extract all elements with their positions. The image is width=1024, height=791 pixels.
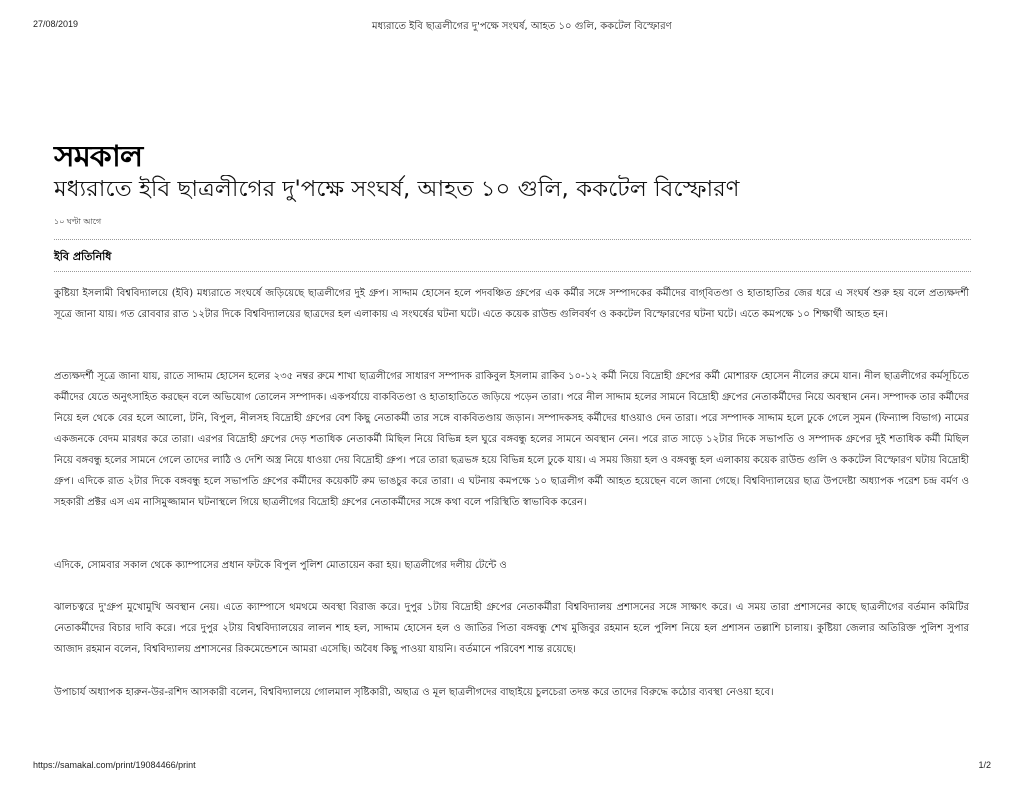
article-paragraph: কুষ্টিয়া ইসলামী বিশ্ববিদ্যালয়ে (ইবি) মধ্যরাতে সংঘর্ষে জড়িয়েছে ছাত্রলীগের দুই গ্রুপ। সাদ্দাম হোসেন হলে পদবঞ্চিত গ্রুপের এক কর্মীর সঙ্গে সম্পাদকের কর্মীদের বাগ্‌বিতণ্ডা ও হাতাহাতির জের ধরে এ সংঘর্ষ শুরু হয় বলে প্রত্যক্ষদর্শী সূত্রে জানা যায়। গত রোববার রাত ১২টার দিকে বিশ্ববিদ্যালয়ের ছাত্রদের হল এলাকায় এ সংঘর্ষের ঘটনা ঘটে। এতে কয়েক রাউন্ড গুলিবর্ষণ ও ককটেল বিস্ফোরণের ঘটনা ঘটে। এতে কমপক্ষে ১০ শিক্ষার্থী আহত হন।: [54, 288, 969, 320]
divider-top: [54, 239, 971, 240]
print-footer-url: https://samakal.com/print/19084466/print: [33, 760, 196, 770]
print-header-date: 27/08/2019: [33, 19, 79, 29]
article-paragraph: ঝালচত্বরে দু'গ্রুপ মুখোমুখি অবস্থান নেয়। এতে ক্যাম্পাসে থমথমে অবস্থা বিরাজ করে। দুপুর ১টায় বিদ্রোহী গ্রুপের নেতাকর্মীরা বিশ্ববিদ্যালয় প্রশাসনের সঙ্গে সাক্ষাৎ করে। এ সময় তারা প্রশাসনের কাছে ছাত্রলীগের বর্তমান কমিটির নেতাকর্মীদের বিচার দাবি করে। পরে দুপুর ২টায় বিশ্ববিদ্যালয়ের লালন শাহ হল, সাদ্দাম হোসেন হল ও জাতির পিতা বঙ্গবন্ধু শেখ মুজিবুর রহমান হলে পুলিশ নিয়ে হল প্রশাসন তল্লাশি চালায়। কুষ্টিয়া জেলার অতিরিক্ত পুলিশ সুপার আজাদ রহমান বলেন, বিশ্ববিদ্যালয় প্রশাসনের রিকমেন্ডেশনে আমরা এসেছি। অবৈধ কিছু পাওয়া যায়নি। বর্তমানে পরিবেশ শান্ত রয়েছে।: [54, 602, 969, 655]
article-headline: মধ্যরাতে ইবি ছাত্রলীগের দু'পক্ষে সংঘর্ষ, আহত ১০ গুলি, ককটেল বিস্ফোরণ: [54, 177, 740, 202]
article-time-ago: ১০ ঘণ্টা আগে: [54, 217, 102, 226]
article-paragraph: এদিকে, সোমবার সকাল থেকে ক্যাম্পাসের প্রধান ফটকে বিপুল পুলিশ মোতায়েন করা হয়। ছাত্রলীগের দলীয় টেন্টে ও: [54, 560, 507, 571]
article-byline: ইবি প্রতিনিধি: [54, 250, 112, 263]
article-paragraph: প্রত্যক্ষদর্শী সূত্রে জানা যায়, রাতে সাদ্দাম হোসেন হলের ২৩৫ নম্বর রুমে শাখা ছাত্রলীগের সাধারণ সম্পাদক রাকিবুল ইসলাম রাকিব ১০-১২ কর্মী নিয়ে বিদ্রোহী গ্রুপের কর্মী মোশারফ হোসেন নীলের রুমে যান। নীল ছাত্রলীগের কর্মসূচিতে কর্মীদের যেতে অনুৎসাহিত করছেন বলে অভিযোগ তোলেন সম্পাদক। একপর্যায়ে বাকবিতণ্ডা ও হাতাহাতিতে জড়িয়ে পড়েন তারা। পরে নীল সাদ্দাম হলের সামনে বিদ্রোহী গ্রুপের নেতাকর্মীদের নিয়ে অবস্থান নেন। সম্পাদক তার কর্মীদের নিয়ে হল থেকে বের হলে আলো, টনি, বিপুল, নীলসহ বিদ্রোহী গ্রুপের বেশ কিছু নেতাকর্মী তার সঙ্গে বাকবিতণ্ডায় জড়ান। সম্পাদকসহ কর্মীদের ধাওয়াও দেন তারা। পরে সম্পাদক সাদ্দাম হলে ঢুকে গেলে সুমন (ফিন্যান্স বিভাগ) নামের একজনকে বেদম মারধর করে তারা। এরপর বিদ্রোহী গ্রুপের দেড় শতাধিক নেতাকর্মী মিছিল নিয়ে বিভিন্ন হল ঘুরে বঙ্গবন্ধু হলের সামনে অবস্থান নেন। পরে রাত সাড়ে ১২টার দিকে সভাপতি ও সম্পাদক গ্রুপের দুই শতাধিক কর্মী মিছিল নিয়ে বঙ্গবন্ধু হলের সামনে গেলে তাদের লাঠি ও দেশি অস্ত্র নিয়ে ধাওয়া দেয় বিদ্রোহী গ্রুপ। পরে তারা ছত্রভঙ্গ হয়ে বিভিন্ন হলে ঢুকে যায়। এ সময় জিয়া হল ও বঙ্গবন্ধু হল এলাকায় কয়েক রাউন্ড গুলি ও ককটেল বিস্ফোরণ ঘটায় বিদ্রোহী গ্রুপ। এদিকে রাত ২টার দিকে বঙ্গবন্ধু হলে সভাপতি গ্রুপের কর্মীদের কয়েকটি রুম ভাঙচুর করে তারা। এ ঘটনায় কমপক্ষে ১০ ছাত্রলীগ কর্মী আহত হয়েছেন বলে জানা গেছে। বিশ্ববিদ্যালয়ের ছাত্র উপদেষ্টা অধ্যাপক পরেশ চন্দ্র বর্মণ ও সহকারী প্রক্টর এস এম নাসিমুজ্জামান ঘটনাস্থলে গিয়ে ছাত্রলীগের বিদ্রোহী গ্রুপের নেতাকর্মীদের সঙ্গে কথা বলে পরিস্থিতি স্বাভাবিক করেন।: [54, 371, 969, 508]
article-paragraph: উপাচার্য অধ্যাপক হারুন-উর-রশিদ আসকারী বলেন, বিশ্ববিদ্যালয়ে গোলমাল সৃষ্টিকারী, অছাত্র ও মূল ছাত্রলীগদের বাছাইয়ে চুলচেরা তদন্ত করে তাদের বিরুদ্ধে কঠোর ব্যবস্থা নেওয়া হবে।: [54, 687, 774, 698]
print-header-title: মধ্যরাতে ইবি ছাত্রলীগের দু'পক্ষে সংঘর্ষ, আহত ১০ গুলি, ককটেল বিস্ফোরণ: [372, 21, 672, 32]
masthead-logo: সমকাল: [54, 139, 143, 173]
divider-bottom: [54, 271, 971, 272]
print-footer-page-number: 1/2: [978, 760, 991, 770]
